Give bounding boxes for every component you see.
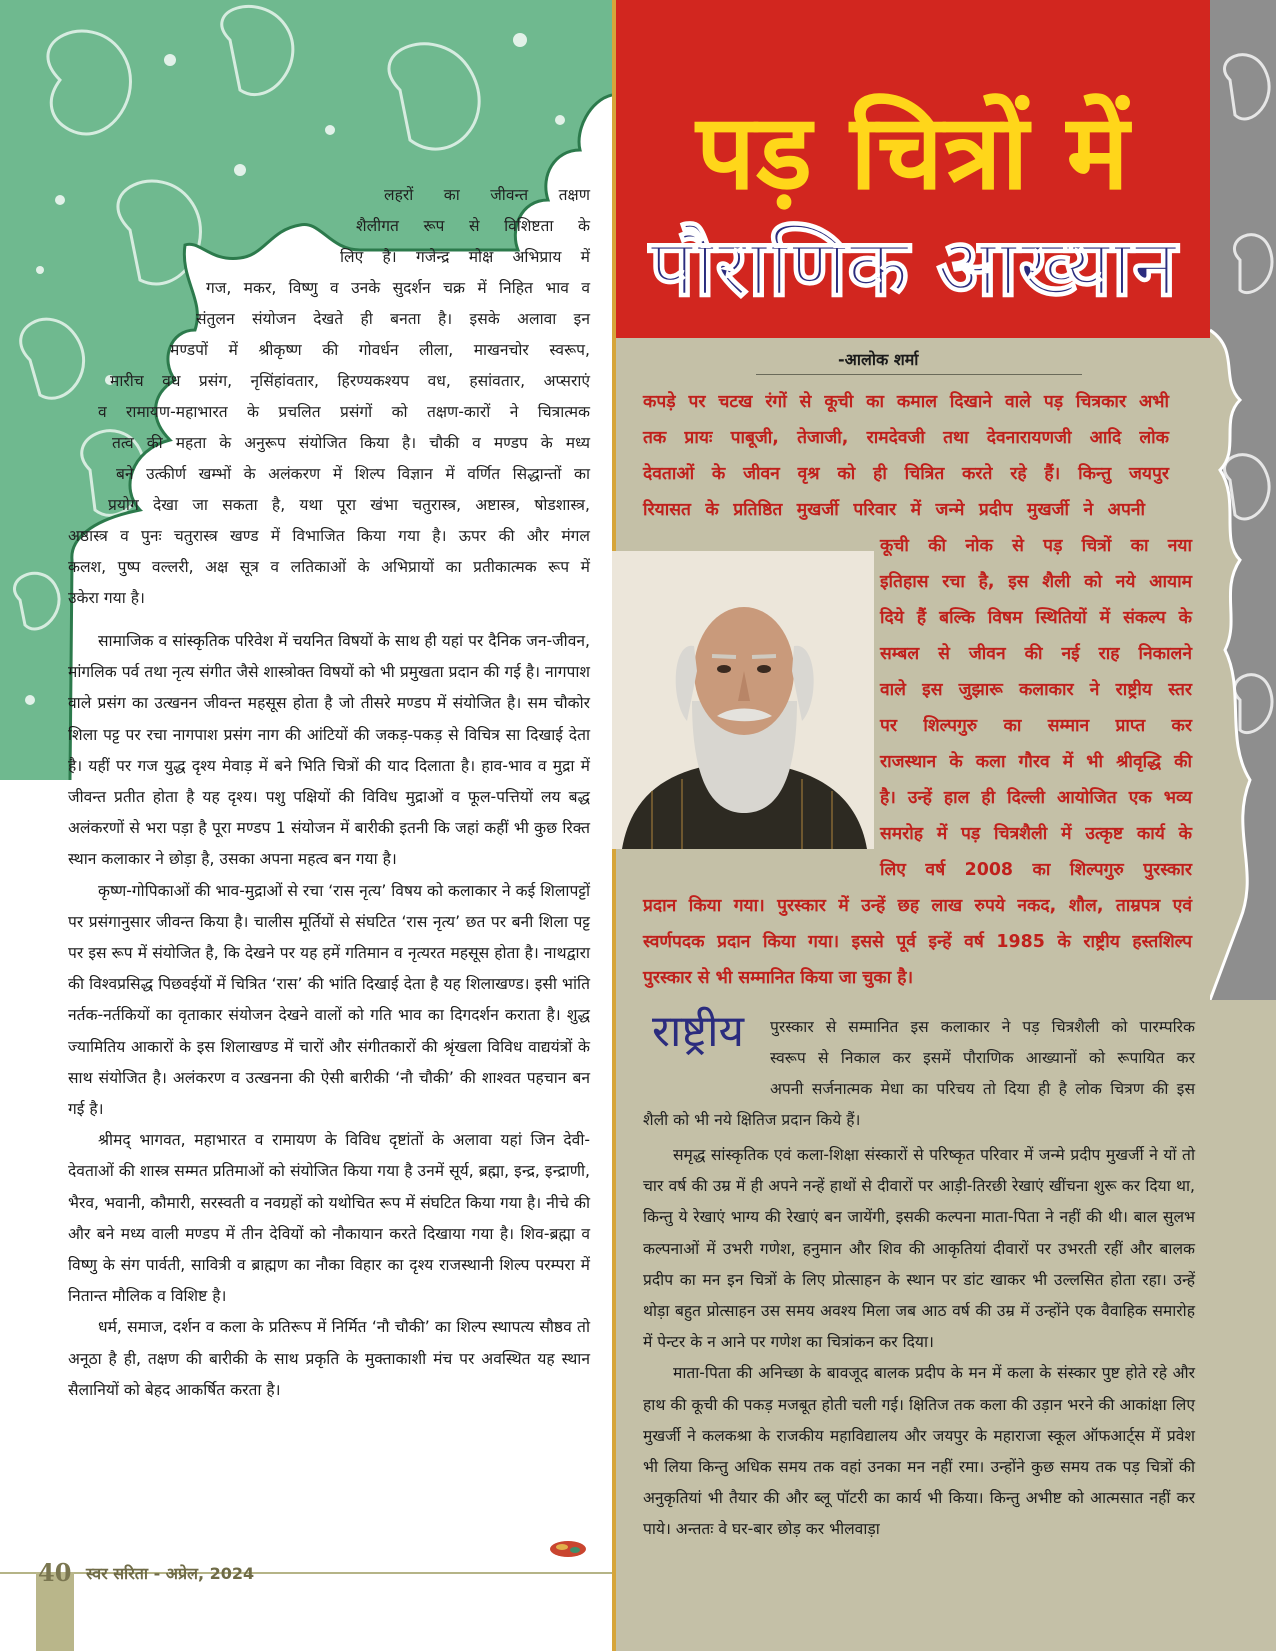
left-paragraph: कृष्ण-गोपिकाओं की भाव-मुद्राओं से रचा ‘रास नृत्य’ विषय को कलाकार ने कई शिलापट्टों पर प्रसंगानुसार जीवन्त किया है। चालीस मूर्तियों से संघटित ‘रास नृत्य’ छत पर बनी शिला पट्ट पर इस रूप में संयोजित है, कि देखने पर यह हमें गतिमान व नृत्यरत महसूस होता है। नाथद्वारा की विश्वप्रसिद्ध पिछवईयों में चित्रित ‘रास’ की भांति दिखाई देता है यह शिलाखण्ड। इसी भांति नर्तक-नर्तकियों का वृताकार संयोजन देखने वालों को गति भाव का दिगदर्शन कराता है। शुद्ध ज्यामितिय आकारों के इस शिलाखण्ड में चारों और संगीतकारों की श्रृंखला विविध वाद्ययंत्रों के साथ संयोजित है। अलंकरण व उत्खनना की ऐसी बारीकी ‘नौ चौकी’ की शाश्वत पहचान बन गई है। (68, 881, 590, 1119)
intro-line: रियासत के प्रतिष्ठित मुखर्जी परिवार में जन्मे प्रदीप मुखर्जी ने अपनी (643, 500, 1145, 520)
right-paragraph: समृद्ध सांस्कृतिक एवं कला-शिक्षा संस्कारों से परिष्कृत परिवार में जन्मे प्रदीप मुखर्जी ने यों तो चार वर्ष की उम्र में ही अपने नन्हें हाथों से दीवारों पर आड़ी-तिरछी रेखाएं खींचना शुरू कर दिया था, किन्तु ये रेखाएं भाग्य की रेखाएं बन जायेंगी, इसकी कल्पना माता-पिता ने नहीं की थी। बाल सुलभ कल्पनाओं में उभरी गणेश, हनुमान और शिव की आकृतियां दीवारों पर उभरती रहीं और बालक प्रदीप का मन इन चित्रों के लिए प्रोत्साहन के स्थान पर डांट खाकर भी उल्लसित होता रहा। उन्हें थोड़ा बहुत प्रोत्साहन उस समय अवश्य मिला जब आठ वर्ष की उम्र में उन्होंने एक वैवाहिक समारोह में पेन्टर के न आने पर गणेश का चित्रांकन कर दिया। (643, 1146, 1195, 1352)
dropcap-line: शैली को भी नये क्षितिज प्रदान किये हैं। (643, 1111, 861, 1129)
headline-line-1: पड़ चित्रों में (696, 91, 1130, 213)
left-wrap-line: अष्ठास्त्र व पुनः चतुरास्त्र खण्ड में विभाजित किया गया है। ऊपर की और मंगल (68, 527, 590, 545)
byline-rule (756, 374, 1082, 375)
author-byline: -आलोक शर्मा (838, 350, 919, 369)
intro-line: देवताओं के जीवन वृश्र को ही चित्रित करते रहे हैं। किन्तु जयपुर (643, 464, 1169, 484)
left-wrap-line: मण्डपों में श्रीकृष्ण की गोवर्धन लीला, माखनचोर स्वरूप, (170, 341, 590, 359)
intro-line: तक प्रायः पाबूजी, तेजाजी, रामदेवजी तथा देवनारायणजी आदि लोक (643, 428, 1169, 448)
left-wrap-line: लहरों का जीवन्त तक्षण (384, 186, 590, 204)
page-number: 40 (38, 1558, 72, 1587)
intro-line: स्वर्णपदक प्रदान किया गया। इससे पूर्व इन्हें वर्ष 1985 के राष्ट्रीय हस्तशिल्प (643, 932, 1192, 952)
right-body-text (643, 1140, 1195, 1546)
intro-line: वाले इस जुझारू कलाकार ने राष्ट्रीय स्तर (880, 680, 1192, 700)
artist-portrait (612, 551, 874, 849)
end-mark-ornament-icon (548, 1538, 588, 1558)
intro-line: कपड़े पर चटख रंगों से कूची का कमाल दिखाने वाले पड़ चित्रकार अभी (643, 392, 1169, 412)
left-wrap-line: मारीच वध प्रसंग, नृसिंहांवतार, हिरण्यकश्यप वध, हसांवतार, अप्सराएं (110, 372, 590, 390)
left-wrap-line: बने उत्कीर्ण खम्भों के अलंकरण में शिल्प विज्ञान में वर्णित सिद्धान्तों का (116, 465, 590, 483)
intro-line: पर शिल्पगुरु का सम्मान प्राप्त कर (880, 716, 1192, 736)
left-wrap-line: कलश, पुष्प वल्लरी, अक्ष सूत्र व लतिकाओं के अभिप्रायों का प्रतीकात्मक रूप में (68, 558, 590, 576)
left-page (0, 0, 612, 1651)
intro-line: इतिहास रचा है, इस शैली को नये आयाम (880, 572, 1192, 592)
title-banner (616, 0, 1210, 338)
portrait-photo (612, 551, 874, 849)
left-paragraph: सामाजिक व सांस्कृतिक परिवेश में चयनित विषयों के साथ ही यहां पर दैनिक जन-जीवन, मांगलिक पर्व तथा नृत्य संगीत जैसे शास्त्रोक्त विषयों को भी प्रमुखता प्रदान की गई है। नागपाश वाले प्रसंग का उत्खनन जीवन्त महसूस होता है जो तीसरे मण्डप में संयोजित है। सम चौकोर शिला पट्ट पर रचा नागपाश प्रसंग नाग की आंटियों की जकड़-पकड़ से विचित्र सा दिखाई देता है। यहीं पर गज युद्ध दृश्य मेवाड़ में बने भिति चित्रों की याद दिलाता है। हाव-भाव व मुद्रा में जीवन्त प्रतीत होता है यह दृश्य। पशु पक्षियों की विविध मुद्राओं व फूल-पत्तियों लय बद्ध अलंकरणों से भरा पड़ा है पूरा मण्डप 1 संयोजन में बारीकी इतनी कि जहां कहीं भी कुछ रिक्त स्थान कलाकार ने छोड़ा है, उसका अपना महत्व बन गया है। (68, 632, 590, 869)
intro-line: है। उन्हें हाल ही दिल्ली आयोजित एक भव्य (880, 788, 1192, 808)
dropcap-word: राष्ट्रीय (652, 1006, 745, 1057)
intro-line: लिए वर्ष 2008 का शिल्पगुरु पुरस्कार (880, 860, 1192, 880)
left-wrap-line: तत्व की महता के अनुरूप संयोजित किया है। चौकी व मण्डप के मध्य (112, 434, 590, 452)
dropcap-line: स्वरूप से निकाल कर इसमें पौराणिक आख्यानों को रूपायित कर (770, 1049, 1195, 1067)
right-paragraph: माता-पिता की अनिच्छा के बावजूद बालक प्रदीप के मन में कला के संस्कार पुष्ट होते रहे और हाथ की कूची की पकड़ मजबूत होती चली गई। क्षितिज तक कला की उड़ान भरने की आकांक्षा लिए मुखर्जी ने कलकश्रा के राजकीय महाविद्यालय और जयपुर के महाराजा स्कूल ऑफआर्ट्स में प्रवेश भी लिया किन्तु अधिक समय तक वहां उनका मन नहीं रमा। उन्होंने कुछ समय तक पड़ चित्रों की अनुकृतियां भी तैयार की और ब्लू पॉटरी का कार्य भी किया। किन्तु अभीष्ट को आत्मसात नहीं कर पाये। अन्ततः वे घर-बार छोड़ कर भीलवाड़ा (643, 1364, 1195, 1539)
dropcap-line: पुरस्कार से सम्मानित इस कलाकार ने पड़ चित्रशैली को पारम्परिक (770, 1018, 1195, 1036)
intro-line: राजस्थान के कला गौरव में भी श्रीवृद्धि की (880, 752, 1192, 772)
left-wrap-line: उकेरा गया है। (68, 589, 145, 607)
left-wrap-line: लिए है। गजेन्द्र मोक्ष अभिप्राय में (340, 248, 590, 266)
left-wrap-line: प्रयोग देखा जा सकता है, यथा पूरा खंभा चतुरास्त्र, अष्टास्त्र, षोडशास्त्र, (108, 496, 590, 514)
intro-line: कूची की नोक से पड़ चित्रों का नया (880, 536, 1192, 556)
intro-line: दिये हैं बल्कि विषम स्थितियों में संकल्प के (880, 608, 1192, 628)
left-paragraph: श्रीमद् भागवत, महाभारत व रामायण के विविध दृष्टांतों के अलावा यहां जिन देवी-देवताओं की शास्त्र सम्मत प्रतिमाओं को संयोजित किया गया है उनमें सूर्य, ब्रह्मा, इन्द्र, इन्द्राणी, भैरव, भवानी, कौमारी, सरस्वती व नवग्रहों को यथोचित रूप में संघटित किया गया है। नीचे की और बने मध्य वाली मण्डप में तीन देवियों को नौकायान करते दिखाया गया है। शिव-ब्रह्मा व विष्णु के संग पार्वती, सावित्री व ब्राह्मण का नौका विहार का दृश्य राजस्थानी शिल्प परम्परा में नितान्त मौलिक व विशिष्ट है। (68, 1131, 590, 1306)
intro-line: प्रदान किया गया। पुरस्कार में उन्हें छह लाख रुपये नकद, शौल, ताम्रपत्र एवं (643, 896, 1192, 916)
magazine-footer: स्वर सरिता - अप्रेल, 2024 (86, 1564, 255, 1583)
dropcap-line: अपनी सर्जनात्मक मेधा का परिचय तो दिया ही है लोक चित्रण की इस (770, 1080, 1195, 1098)
left-paragraph: धर्म, समाज, दर्शन व कला के प्रतिरूप में निर्मित ‘नौ चौकी’ का शिल्प स्थापत्य सौष्ठव तो अनूठा है ही, तक्षण की बारीकी के साथ प्रकृति के मुक्ताकाशी मंच पर अवस्थित यह स्थान सैलानियों को बेहद आकर्षित करता है। (68, 1318, 590, 1399)
left-wrap-line: शैलीगत रूप से विशिष्टता के (356, 217, 590, 235)
paisley-edge-graphic (1210, 0, 1276, 1000)
intro-line: समरोह में पड़ चित्रशैली में उत्कृष्ट कार्य के (880, 824, 1192, 844)
left-wrap-line: व रामायण-महाभारत के प्रचलित प्रसंगों को तक्षण-कारों ने चित्रात्मक (98, 403, 590, 421)
intro-line: पुरस्कार से भी सम्मानित किया जा चुका है। (643, 968, 914, 988)
paisley-pattern-right (1210, 0, 1276, 1000)
left-body-text (68, 626, 590, 1406)
left-wrap-line: गज, मकर, विष्णु व उनके सुदर्शन चक्र में निहित भाव व (206, 279, 590, 297)
left-wrap-line: संतुलन संयोजन देखते ही बनता है। इसके अलावा इन (196, 310, 590, 328)
intro-line: सम्बल से जीवन की नई राह निकालने (880, 644, 1192, 664)
headline-line-2: पौराणिक आख्यान (649, 221, 1177, 314)
